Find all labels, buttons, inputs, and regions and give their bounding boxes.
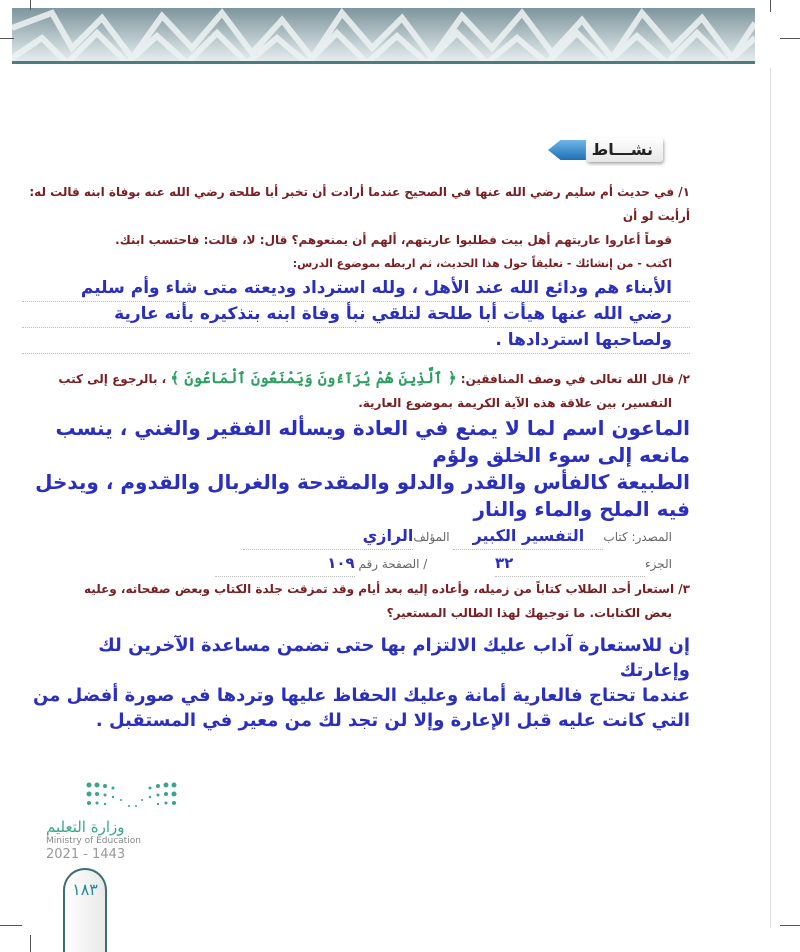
q3-answer-line: عندما تحتاج فالعارية أمانة وعليك الحفاظ عليها وتردها في صورة أفضل من [33, 685, 690, 706]
activity-content [22, 180, 690, 733]
header-decoration-band [12, 8, 755, 63]
crop-mark [780, 38, 800, 39]
crop-mark [0, 925, 22, 926]
header-rule [12, 61, 755, 64]
q3-answer-line: إن للاستعارة آداب عليك الالتزام بها حتى تضمن مساعدة الآخرين لك وإعارتك [98, 635, 690, 681]
year-label: 2021 - 1443 [46, 847, 126, 862]
q3-line2: بعض الكتابات. ما توجيهك لهذا الطالب المستعير؟ [386, 606, 672, 620]
q1-answer-line: الأبناء هم ودائع الله عند الأهل ، ولله استرداد وديعته متى شاء وأم سليم [22, 276, 690, 302]
ministry-name-en: Ministry of Education [46, 836, 141, 846]
q1-line2: قوماً أعاروا عاريتهم أهل بيت فطلبوا عاريتهم، ألهم أن يمنعوهم؟ قال: لا، قالت: فاحتسب ابنك. [115, 233, 672, 247]
q2-answer-line: الطبيعة كالفأس والقدر والدلو والمقدحة والغربال والقدوم ، ويدخل فيه الملح والماء والنار [35, 470, 690, 521]
crop-mark [30, 935, 31, 952]
q2-line2: التفسير، بين علاقة هذه الآية الكريمة بموضوع العارية. [358, 396, 672, 410]
q2-part-row: الجزء٣٢ / الصفحة رقم ١٠٩ [22, 550, 690, 577]
part-value: ٣٢ [495, 550, 645, 577]
crop-mark [780, 925, 800, 926]
geometric-pattern [12, 8, 755, 63]
q1-answer-line: رضي الله عنها هيأت أبا طلحة لتلقي نبأ وفاة ابنه بتذكيره بأنه عارية [22, 302, 690, 328]
page-value: ١٠٩ [215, 550, 355, 577]
source-author-value: الرازي [243, 523, 413, 550]
activity-title: نشـــاط [591, 140, 653, 159]
page-edge [770, 68, 771, 928]
crop-mark [30, 0, 31, 10]
crop-mark [770, 0, 771, 12]
q3-answer-line: التي كانت عليه قبل الإعارة وإلا لن تجد لك من معير في المستقبل . [95, 710, 690, 731]
q1-prompt: اكتب - من إنشائك - تعليقاً حول هذا الحديث، ثم اربطه بموضوع الدرس: [292, 257, 672, 270]
q2-answer-line: الماعون اسم لما لا يمنع في العادة ويسأله الفقير والغني ، ينسب مانعه إلى سوء الخلق ولؤم [55, 416, 690, 467]
q3-line1: ٣/ استعار أحد الطلاب كتاباً من زميله، وأعاده إليه بعد أيام وقد تمزقت جلدة الكتاب وبعض صفحاته، وعليه [84, 582, 690, 596]
ministry-logo [46, 780, 186, 862]
q2-source-row: المصدر: كتابالتفسير الكبير المؤلفالرازي [22, 523, 690, 550]
ministry-name-ar: وزارة التعليم [46, 818, 125, 836]
quran-verse: ﴿ ٱلَّذِينَ هُمْ يُرَآءُونَ وَيَمْنَعُونَ ٱلْمَاعُونَ ﴾ [170, 369, 457, 387]
source-book-value: التفسير الكبير [453, 523, 603, 550]
ministry-logo-dots-icon [84, 780, 184, 816]
q1-line1: ١/ في حديث أم سليم رضي الله عنها في الصحيح عندما أرادت أن تخبر أبا طلحة رضي الله عنه بوفاة ابنه قالت له: أرأيت لو أن [29, 185, 690, 223]
crop-mark [0, 38, 14, 39]
q1-answer-line: ولصاحبها استردادها . [22, 328, 690, 354]
activity-badge [548, 138, 663, 164]
page-number-tab [63, 868, 107, 952]
q2-line1: ٢/ قال الله تعالى في وصف المنافقين: ﴿ ٱلَّذِينَ هُمْ يُرَآءُونَ وَيَمْنَعُونَ ٱلْمَاعُونَ ﴾ ، بالرجوع إلى كتب [58, 369, 690, 387]
page-number: ١٨٣ [72, 880, 98, 899]
